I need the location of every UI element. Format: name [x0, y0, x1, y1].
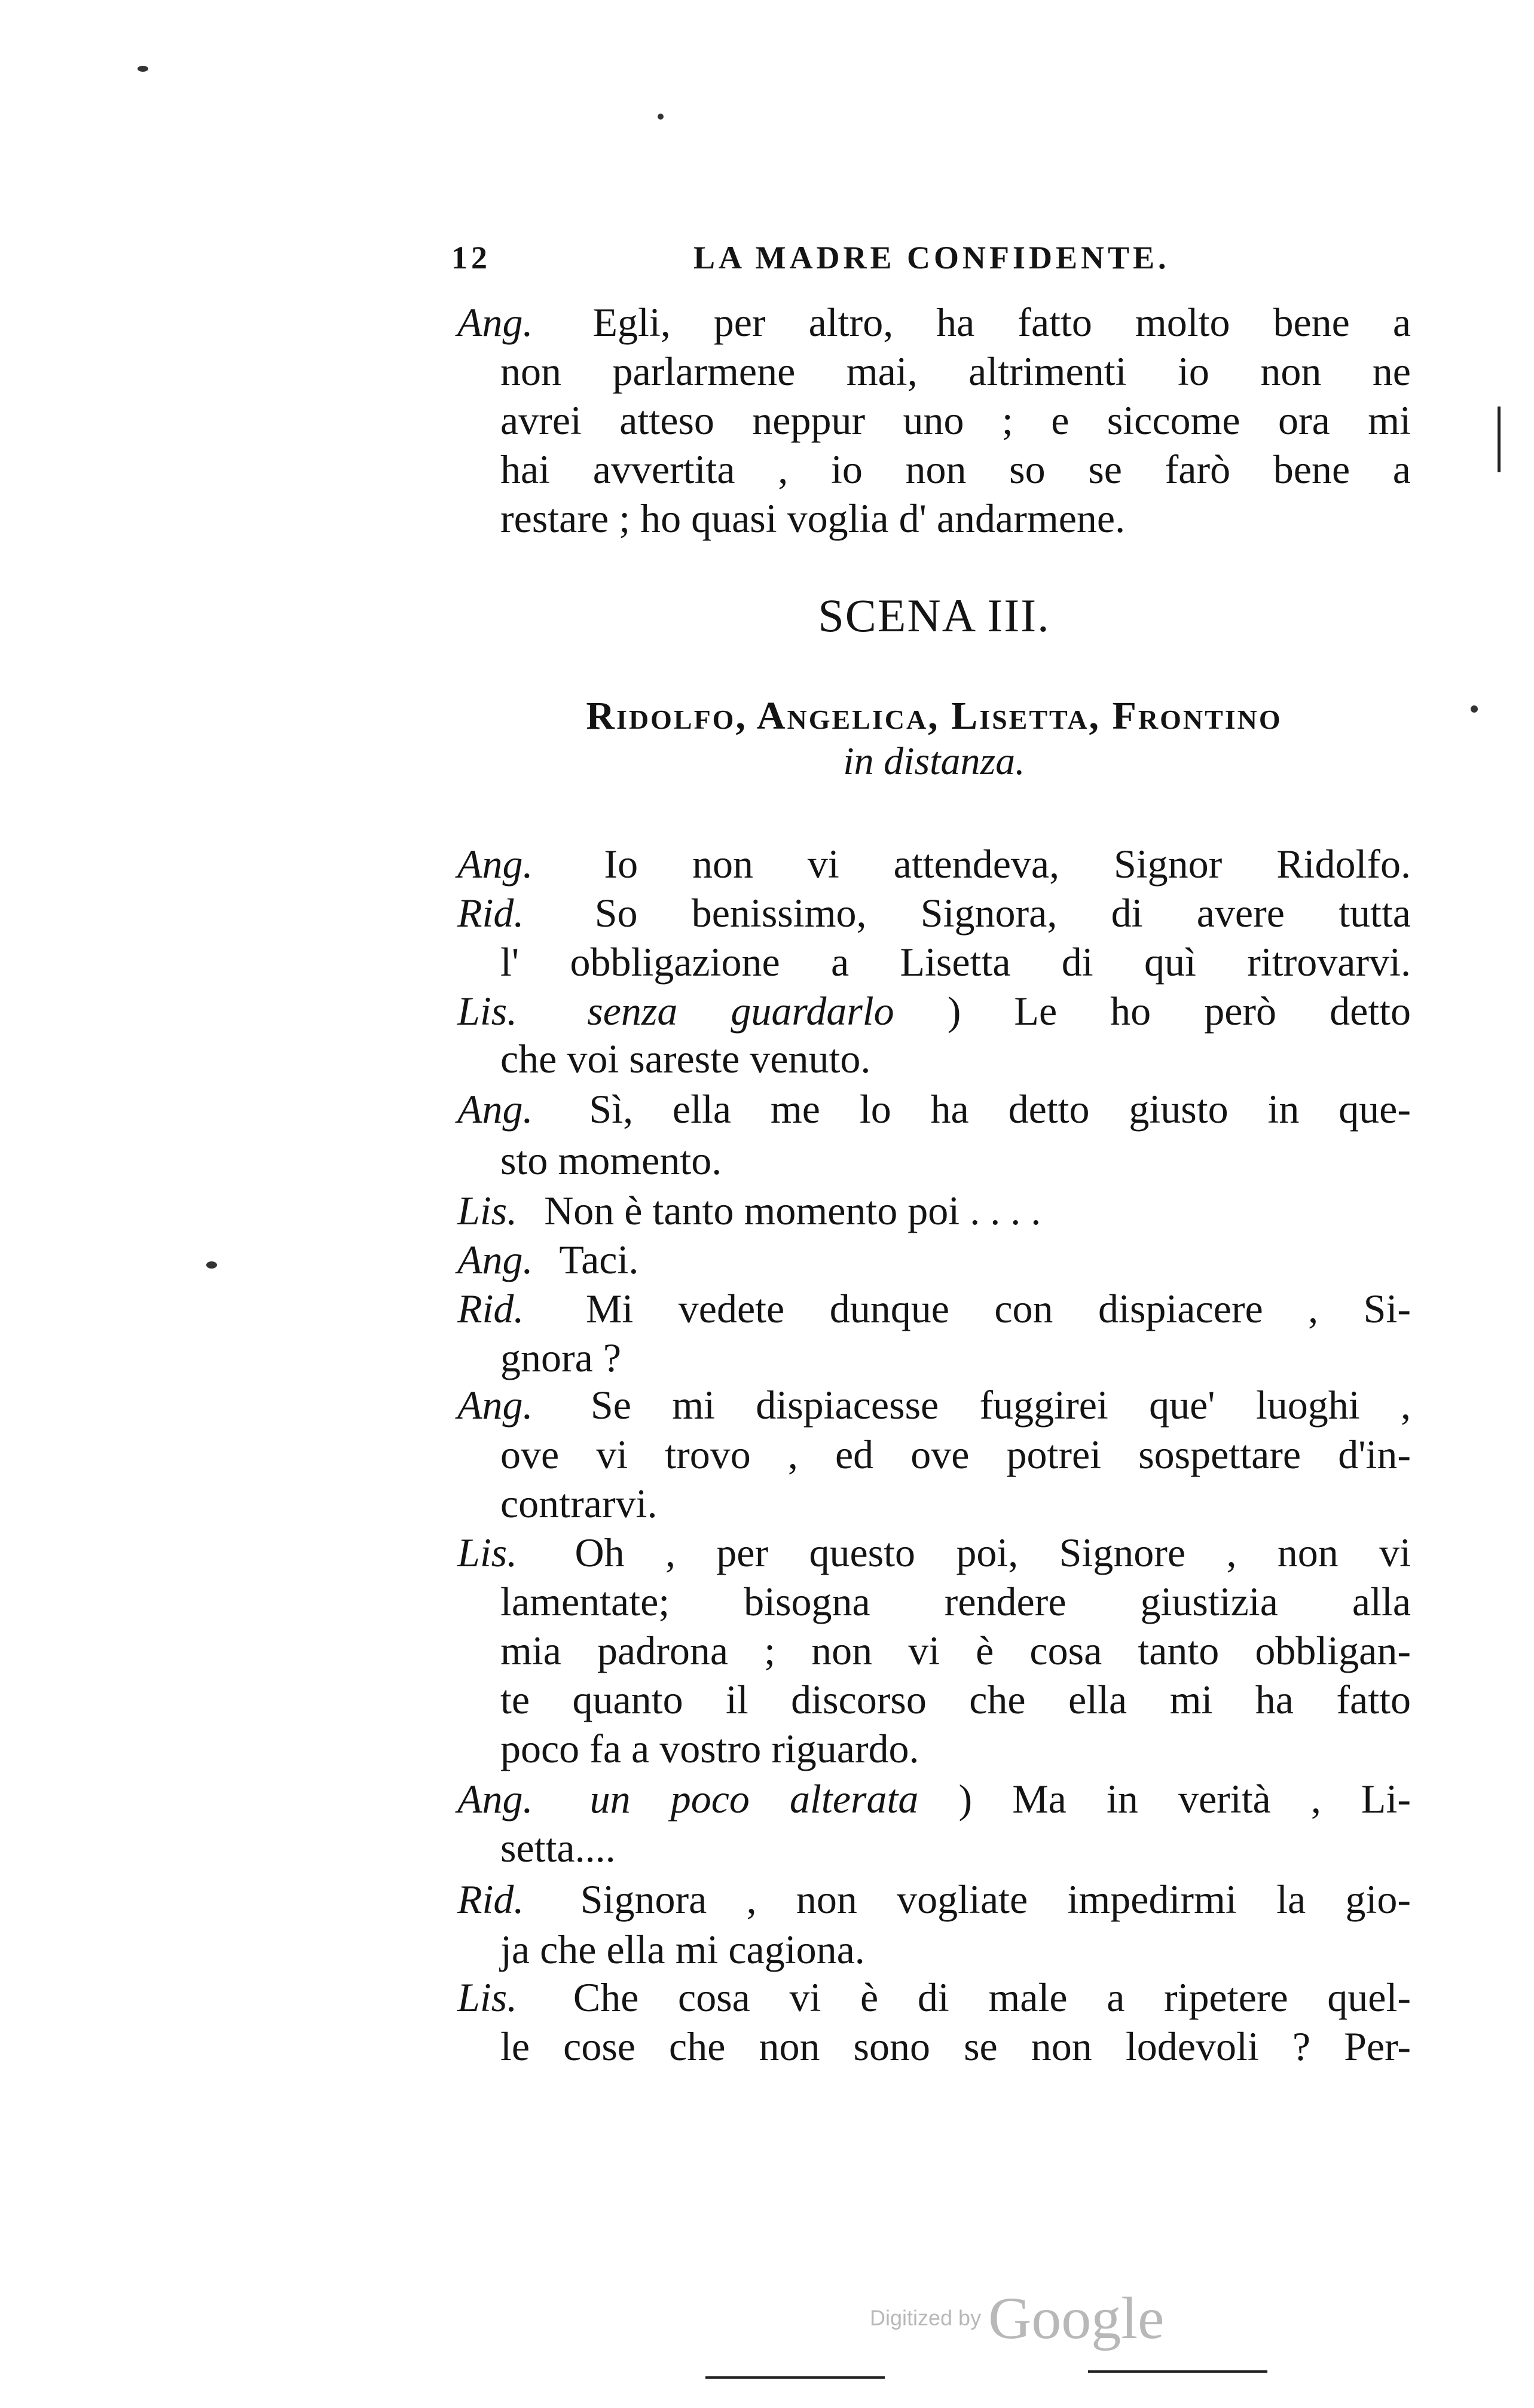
- text-line: [500, 445, 1411, 494]
- text-line: [500, 1925, 1411, 1974]
- speaker-name: Lis.: [457, 1975, 518, 2020]
- text-line: [457, 1380, 1411, 1429]
- text-line: [457, 986, 1411, 1035]
- dialogue-text: Non è tanto momento poi . . . .: [544, 1188, 1041, 1233]
- dialogue-text: ) Le ho però detto: [947, 988, 1411, 1034]
- dialogue-text: ove vi trovo , ed ove potrei sospettare d'in-: [500, 1432, 1411, 1477]
- text-line: [500, 494, 1411, 543]
- dialogue-text: Sì, ella me lo ha detto giusto in que-: [589, 1086, 1411, 1132]
- dialogue-text: te quanto il discorso che ella mi ha fatto: [500, 1677, 1411, 1722]
- dialogue-text: lamentate; bisogna rendere giustizia alla: [500, 1579, 1411, 1624]
- dialogue-text: Che cosa vi è di male a ripetere quel-: [573, 1975, 1411, 2020]
- dialogue-text: hai avvertita , io non so se farò bene a: [500, 447, 1411, 492]
- text-line: [457, 888, 1411, 937]
- text-line: [457, 1973, 1411, 2022]
- dialogue-text: Oh , per questo poi, Signore , non vi: [575, 1530, 1411, 1575]
- text-line: [500, 1626, 1411, 1675]
- dialogue-text: So benissimo, Signora, di avere tutta: [594, 890, 1411, 936]
- text-line: [500, 2022, 1411, 2071]
- scene-stage-direction: in distanza.: [843, 739, 1025, 783]
- scene-title: SCENA III.: [818, 589, 1050, 641]
- dialogue-text: mia padrona ; non vi è cosa tanto obbligan-: [500, 1628, 1411, 1673]
- speaker-name: Ang.: [457, 300, 533, 345]
- text-line: [500, 1479, 1411, 1528]
- dialogue-text: Taci.: [559, 1237, 639, 1282]
- dialogue-text: che voi sareste venuto.: [500, 1036, 871, 1081]
- speaker-name: Ang.: [457, 1382, 533, 1428]
- speaker-name: Ang.: [457, 841, 533, 887]
- text-line: [457, 1875, 1411, 1924]
- dialogue-text: Mi vedete dunque con dispiacere , Si-: [585, 1286, 1411, 1331]
- text-line: [500, 1577, 1411, 1626]
- dialogue-text: Io non vi attendeva, Signor Ridolfo.: [604, 841, 1411, 887]
- dialogue-text: Signora , non vogliate impedirmi la gio-: [580, 1877, 1411, 1922]
- scan-bottom-line: [705, 2376, 885, 2379]
- dialogue-text: non parlarmene mai, altrimenti io non ne: [500, 349, 1411, 394]
- dialogue-text: Se mi dispiacesse fuggirei que' luoghi ,: [590, 1382, 1411, 1428]
- text-line: [500, 1675, 1411, 1724]
- speaker-name: Lis.: [457, 988, 518, 1034]
- watermark-brand: Google: [988, 2285, 1165, 2351]
- dialogue-text: ja che ella mi cagiona.: [500, 1927, 865, 1972]
- text-line: [457, 1084, 1411, 1133]
- google-watermark: [870, 2284, 1164, 2352]
- scan-speck: [1471, 705, 1478, 713]
- scan-speck: [658, 114, 664, 120]
- stage-direction: un poco alterata: [589, 1776, 919, 1822]
- speaker-name: Lis.: [457, 1530, 518, 1575]
- dialogue-text: l' obbligazione a Lisetta di quì ritrovarvi.: [500, 939, 1411, 985]
- text-line: [457, 1235, 1411, 1284]
- scan-speck: [206, 1261, 217, 1269]
- dialogue-text: contrarvi.: [500, 1481, 658, 1526]
- text-line: [457, 1186, 1411, 1235]
- scan-margin-line: [1498, 407, 1501, 472]
- watermark-prefix: Digitized by: [870, 2305, 982, 2330]
- speaker-name: Rid.: [457, 1286, 524, 1331]
- text-line: [500, 1724, 1411, 1773]
- text-line: [457, 1528, 1411, 1577]
- dialogue-text: sto momento.: [500, 1138, 722, 1183]
- text-line: [500, 937, 1411, 986]
- dialogue-text: ) Ma in verità , Li-: [958, 1776, 1411, 1822]
- scene-characters: Ridolfo, Angelica, Lisetta, Frontino: [586, 694, 1282, 738]
- speaker-name: Rid.: [457, 890, 524, 936]
- stage-direction: senza guardarlo: [587, 988, 894, 1034]
- dialogue-text: le cose che non sono se non lodevoli ? Per-: [500, 2024, 1411, 2069]
- text-line: [457, 1774, 1411, 1823]
- text-line: [500, 1034, 1411, 1083]
- dialogue-text: gnora ?: [500, 1335, 622, 1380]
- dialogue-text: restare ; ho quasi voglia d' andarmene.: [500, 496, 1126, 541]
- text-line: [500, 396, 1411, 445]
- page-number: 12: [451, 240, 491, 276]
- text-line: [457, 839, 1411, 888]
- speaker-name: Ang.: [457, 1237, 533, 1282]
- text-line: [500, 347, 1411, 396]
- text-line: [500, 1823, 1411, 1872]
- speaker-name: Lis.: [457, 1188, 518, 1233]
- speaker-name: Ang.: [457, 1776, 533, 1822]
- text-line: [500, 1430, 1411, 1479]
- dialogue-text: avrei atteso neppur uno ; e siccome ora mi: [500, 398, 1411, 443]
- running-title: LA MADRE CONFIDENTE.: [693, 240, 1170, 276]
- scan-speck: [137, 66, 148, 72]
- dialogue-text: Egli, per altro, ha fatto molto bene a: [592, 300, 1411, 345]
- speaker-name: Rid.: [457, 1877, 524, 1922]
- scan-bottom-line: [1088, 2370, 1267, 2373]
- text-line: [457, 1284, 1411, 1333]
- speaker-name: Ang.: [457, 1086, 533, 1132]
- text-line: [500, 1136, 1411, 1185]
- dialogue-text: poco fa a vostro riguardo.: [500, 1726, 919, 1771]
- text-line: [500, 1333, 1411, 1382]
- dialogue-text: setta....: [500, 1825, 616, 1871]
- text-line: [457, 298, 1411, 347]
